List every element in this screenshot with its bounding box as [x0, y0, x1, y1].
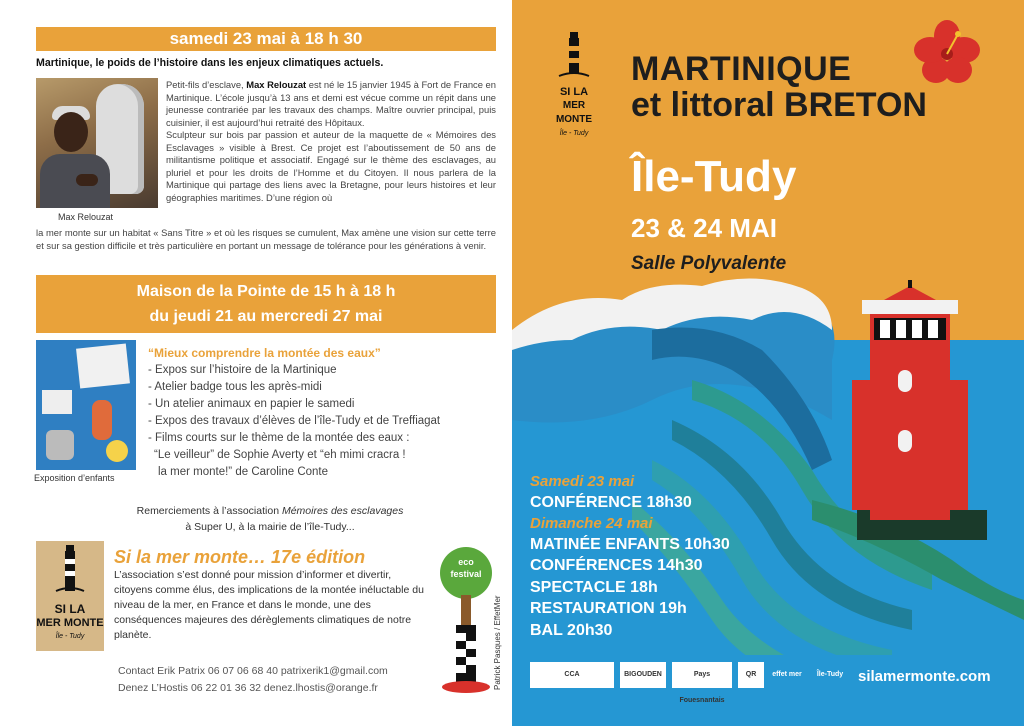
biography: Petit-fils d’esclave, Max Relouzat est né le 15 janvier 1945 à Fort de France en Martinique. L’école jusqu’à 13 ans et demi est vécue comme un répit dans une jeunesse contrariée par les travaux des champs. Maître ouvrier principal, puis cuisinier, il est aujourd’hui retraité des Hôpitaux. Sculpteur sur bois par passion et auteur de la maquette de « Mémoires des Esclavages » visible à Brest. Ce projet est l’aboutissement de 50 ans de militantisme politique et associatif. Engagé sur le thème des esclavages, au pluriel et pour les droits de l’Homme et du Citoyen. Il nous parlera de la Martinique qui partage des liens avec la Bretagne, pour leurs histoires et leur géographies maritimes. D’une région où [166, 79, 496, 203]
date-banner: samedi 23 mai à 18 h 30 [36, 27, 496, 51]
expo-banner: Maison de la Pointe de 15 h à 18 h du jeudi 21 au mercredi 27 mai [36, 275, 496, 333]
children-exhibit-photo [36, 340, 136, 470]
association-logo: SI LA MER MONTE Île - Tudy [36, 541, 104, 651]
partner-logo-pays-fouesnantais: Pays Fouesnantais [672, 662, 732, 688]
lead-title: Martinique, le poids de l’histoire dans les enjeux climatiques actuels. [36, 57, 384, 69]
association-title: Si la mer monte… 17e édition [114, 547, 366, 567]
qr-code-icon: QR [738, 662, 764, 688]
svg-text:eco: eco [458, 557, 474, 567]
lighthouse-icon [36, 541, 104, 597]
schedule [530, 472, 830, 641]
website-link[interactable]: silamermonte.com [858, 668, 991, 685]
schedule-event: CONFÉRENCES 14h30 [530, 557, 703, 574]
schedule-event: MATINÉE ENFANTS 10h30 [530, 535, 730, 553]
contact-line: Contact Erik Patrix 06 07 06 68 40 patrixerik1@gmail.com [118, 665, 388, 677]
poster-place: Île-Tudy [631, 152, 797, 201]
portrait-photo [36, 78, 158, 208]
partner-logo-bigouden: BIGOUDEN [620, 662, 666, 688]
activity-item: - Expos des travaux d’élèves de l’île-Tudy et de Treffiagat [148, 415, 441, 427]
association-description: L’association s’est donné pour mission d’informer et divertir, citoyens comme élus, des implications de la montée inéluctable du niveau de la mer, en France et dans le monde, une des conséquences majeures des dérèglements climatiques de notre planète. [114, 569, 424, 641]
activity-item: - Films courts sur le thème de la montée des eaux : [148, 432, 410, 444]
schedule-event: RESTAURATION 19h [530, 600, 687, 617]
association-logo-poster: SI LA MER MONTE Île - Tudy [549, 30, 599, 140]
activity-item: - Atelier badge tous les après-midi [148, 381, 322, 393]
eco-festival-logo [436, 545, 496, 695]
contact-info [118, 663, 388, 697]
photo-credit: Patrick Pasques / EffetMer [493, 595, 502, 690]
activities-list [148, 345, 498, 481]
acknowledgements: Remerciements à l’association Mémoires des esclavages à Super U, à la mairie de l’île-Tudy... [136, 505, 404, 533]
poster-venue: Salle Polyvalente [631, 253, 787, 274]
schedule-day: Dimanche 24 mai [530, 514, 653, 532]
partner-logo-cca: CCA [530, 662, 614, 688]
hibiscus-flower-icon [914, 20, 980, 86]
biography-end: la mer monte sur un habitat « Sans Titre » et où les risques se cumulent, Max amène une vision sur cette terre et sur sa gestion difficile et très particulière en portant un message de tolérance pour les générations à venir. [36, 227, 496, 251]
activity-item: - Expos sur l’histoire de la Martinique [148, 364, 337, 376]
schedule-event: BAL 20h30 [530, 621, 613, 639]
poster-dates: 23 & 24 MAI [631, 213, 777, 243]
partner-logo-effet-mer: effet mer [770, 662, 804, 688]
schedule-event: CONFÉRENCE 18h30 [530, 494, 692, 511]
activities-title: “Mieux comprendre la montée des eaux” [148, 346, 381, 360]
tree-lighthouse-icon [436, 545, 496, 695]
photo-caption: Max Relouzat [58, 212, 114, 222]
schedule-event: SPECTACLE 18h [530, 578, 658, 596]
kids-caption: Exposition d’enfants [34, 473, 115, 483]
contact-line: Denez L’Hostis 06 22 01 36 32 denez.lhostis@orange.fr [118, 682, 378, 694]
right-page-poster [512, 0, 1024, 726]
activity-item: “Le veilleur” de Sophie Averty et “eh mimi cracra ! [154, 449, 406, 461]
poster-title-line1: MARTINIQUE [631, 50, 852, 88]
poster-title-line2: et littoral BRETON [631, 86, 927, 124]
lighthouse-icon [549, 30, 599, 80]
partner-logo-ile-tudy: Île-Tudy [810, 662, 850, 688]
speaker-name: Max Relouzat [246, 79, 307, 90]
activity-item: la mer monte!” de Caroline Conte [158, 466, 329, 478]
svg-text:festival: festival [450, 569, 482, 579]
schedule-day: Samedi 23 mai [530, 473, 635, 490]
activity-item: - Un atelier animaux en papier le samedi [148, 398, 355, 410]
